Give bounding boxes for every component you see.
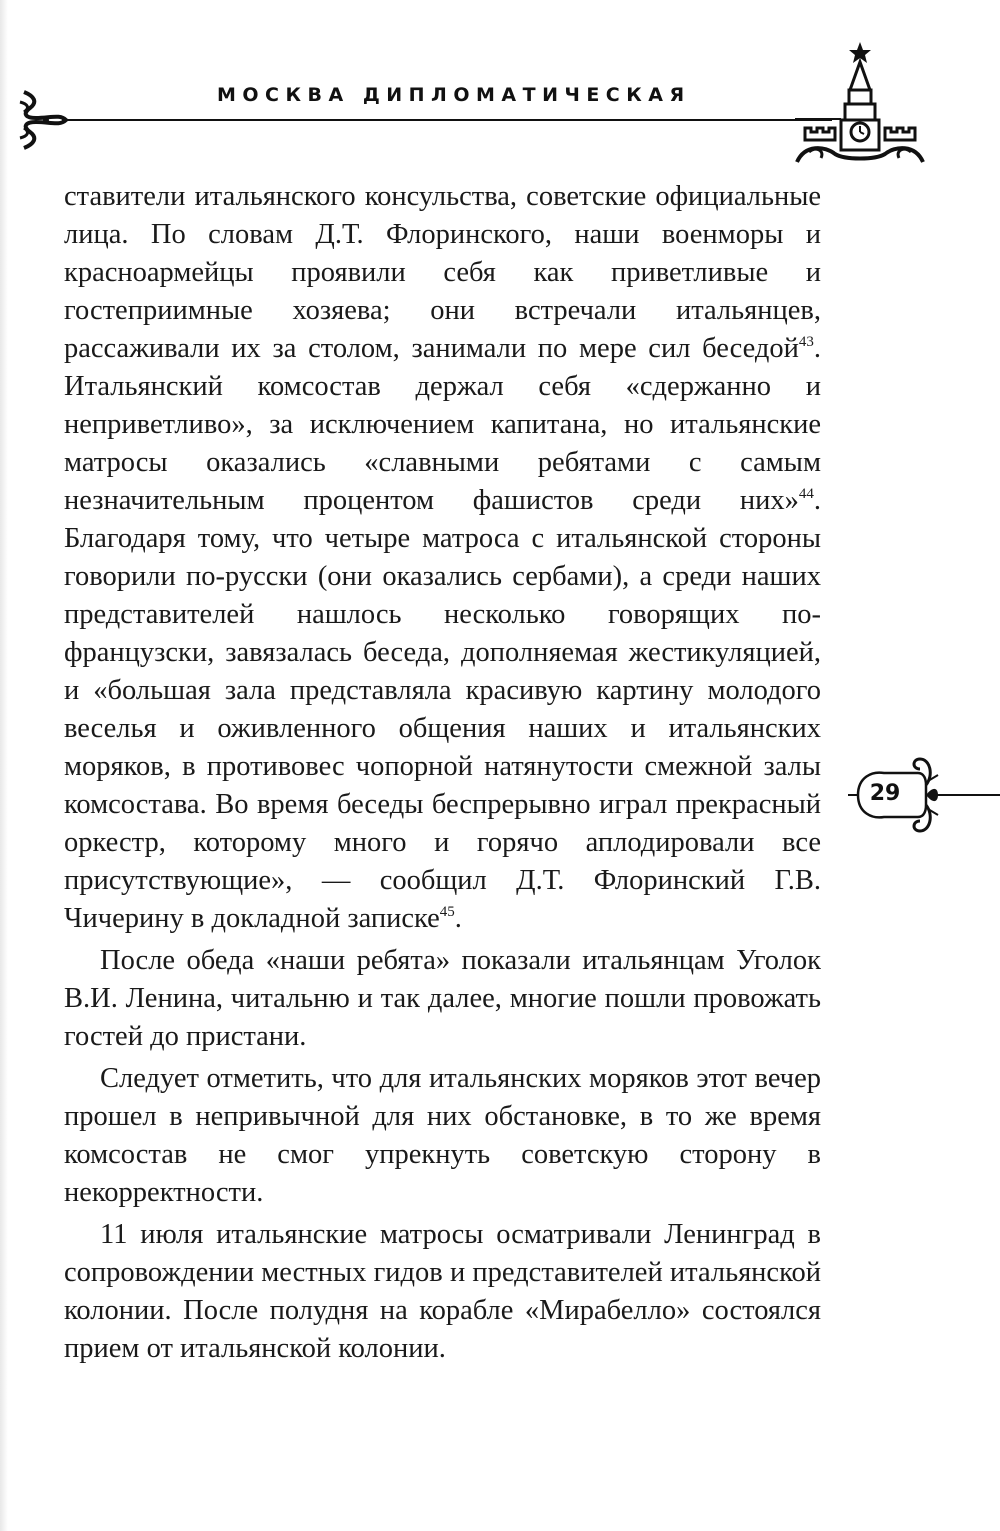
paragraph-1 bbox=[64, 178, 821, 938]
footnote-ref-44: 44 bbox=[798, 486, 814, 502]
header-rule bbox=[62, 119, 832, 121]
kremlin-tower-icon bbox=[795, 40, 925, 165]
paragraph-2: После обеда «наши ребята» показали итальянцам Уголок В.И. Ленина, читальню и так далее, многие пошли провожать гостей до пристани. bbox=[64, 945, 821, 1052]
page-number-ornament-icon bbox=[838, 745, 1000, 845]
page-number: 29 bbox=[869, 781, 901, 806]
paragraph-1-part-4: . bbox=[454, 903, 462, 934]
footnote-ref-45: 45 bbox=[439, 904, 455, 920]
paragraph-1-part-2: . Итальянский комсостав держал себя «сдержанно и неприветливо», за исключением капитана, но итальянские матросы оказались «славными ребятами с самым незначительным процентом фашистов среди них» bbox=[64, 333, 821, 516]
page-edge-shadow bbox=[0, 0, 8, 1531]
footnote-ref-43: 43 bbox=[798, 334, 814, 350]
paragraph-1-part-3: . Благодаря тому, что четыре матроса с итальянской стороны говорили по-русски (они оказались сербами), а среди наших представителей нашлось несколько говорящих по-французски, завязалась беседа, дополняемая жестикуляцией, и «большая зала представляла красивую картину молодого веселья и оживленного общения наших и итальянских моряков, в противовес чопорной натянутости смежной залы комсостава. Во время беседы беспрерывно играл прекрасный оркестр, которому много и горячо аплодировали все присутствующие», — сообщил Д.Т. Флоринский Г.В. Чичерину в докладной записке bbox=[64, 485, 821, 934]
scroll-ornament-icon bbox=[16, 88, 68, 152]
running-head-title: МОСКВА ДИПЛОМАТИЧЕСКАЯ bbox=[217, 84, 691, 106]
paragraph-3: Следует отметить, что для итальянских моряков этот вечер прошел в непривычной для них обстановке, в то же время комсостав не смог упрекнуть советскую сторону в некорректности. bbox=[64, 1063, 821, 1208]
paragraph-1-part-1: ставители итальянского консульства, советские официальные лица. По словам Д.Т. Флоринского, наши военморы и красноармейцы проявили себя как приветливые и гостеприимные хозяева; они встречали итальянцев, рассаживали их за столом, занимали по мере сил беседой bbox=[64, 181, 821, 364]
body-text bbox=[64, 178, 821, 1368]
paragraph-4: 11 июля итальянские матросы осматривали Ленинград в сопровождении местных гидов и представителей итальянской колонии. После полудня на корабле «Мирабелло» состоялся прием от итальянской колонии. bbox=[64, 1219, 821, 1364]
